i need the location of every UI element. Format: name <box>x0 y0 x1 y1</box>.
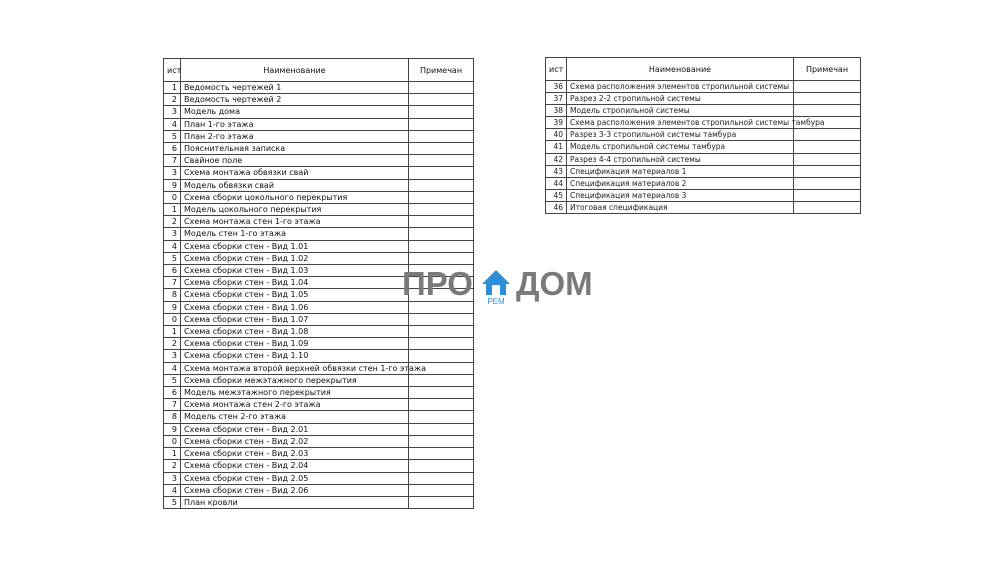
sheet-title-cell: Модель стропильной системы тамбура <box>567 141 794 153</box>
sheet-note-cell <box>794 201 861 213</box>
sheet-number-cell: 6 <box>164 387 181 399</box>
sheet-note-cell <box>409 326 474 338</box>
sheet-note-cell <box>409 374 474 386</box>
sheet-title-cell: Схема сборки стен - Вид 2.04 <box>181 460 409 472</box>
sheet-number-cell: 38 <box>546 105 567 117</box>
sheet-title-cell: Схема расположения элементов стропильной системы тамбура <box>567 117 794 129</box>
table-row <box>164 252 474 264</box>
sheet-number-cell: 5 <box>164 252 181 264</box>
sheet-number-cell: 4 <box>164 484 181 496</box>
sheet-title-cell: Схема сборки стен - Вид 1.03 <box>181 265 409 277</box>
logo-text-left: ПРО <box>402 265 473 302</box>
empty-cell <box>409 509 474 521</box>
logo-text-right: ДОМ <box>516 265 593 302</box>
table-row <box>164 155 474 167</box>
table-row-cut <box>164 509 474 521</box>
table-row <box>546 117 861 129</box>
sheet-note-cell <box>409 472 474 484</box>
sheet-title-cell: Схема сборки цокольного перекрытия <box>181 191 409 203</box>
sheet-title-cell: Модель межэтажного перекрытия <box>181 387 409 399</box>
sheet-title-cell: Схема сборки стен - Вид 2.03 <box>181 448 409 460</box>
sheet-title-cell: Схема сборки стен - Вид 2.05 <box>181 472 409 484</box>
sheet-title-cell: Схема сборки стен - Вид 1.06 <box>181 301 409 313</box>
sheet-number-cell: 5 <box>164 374 181 386</box>
table-row <box>546 105 861 117</box>
table-row <box>164 82 474 94</box>
sheet-number-cell: 46 <box>546 201 567 213</box>
sheet-number-cell: 7 <box>164 399 181 411</box>
sheet-number-cell: 39 <box>546 117 567 129</box>
sheet-note-cell <box>409 191 474 203</box>
table-row <box>546 165 861 177</box>
drawing-list-table-2 <box>545 57 861 214</box>
sheet-title-cell: Схема монтажа стен 1-го этажа <box>181 216 409 228</box>
sheet-number-cell: 1 <box>164 204 181 216</box>
table-row <box>546 129 861 141</box>
sheet-note-cell <box>409 399 474 411</box>
sheet-note-cell <box>409 228 474 240</box>
table-row <box>164 326 474 338</box>
sheet-number-cell: 9 <box>164 179 181 191</box>
sheet-title-cell: Схема сборки межэтажного перекрытия <box>181 374 409 386</box>
sheet-title-cell: Модель цокольного перекрытия <box>181 204 409 216</box>
sheet-number-cell: 9 <box>164 301 181 313</box>
table-row <box>164 143 474 155</box>
table-row <box>546 141 861 153</box>
header-title: Наименование <box>567 58 794 81</box>
table-row <box>164 435 474 447</box>
sheet-note-cell <box>409 448 474 460</box>
table-row <box>546 81 861 93</box>
sheet-note-cell <box>409 130 474 142</box>
table-row <box>164 496 474 508</box>
logo-subtext: РЕМ <box>487 297 505 306</box>
sheet-note-cell <box>409 167 474 179</box>
sheet-note-cell <box>409 204 474 216</box>
table-header-row <box>164 59 474 82</box>
sheet-note-cell <box>794 177 861 189</box>
sheet-title-cell: Схема монтажа второй верхней обвязки стен 1-го этажа <box>181 362 409 374</box>
sheet-note-cell <box>409 460 474 472</box>
sheet-number-cell: 41 <box>546 141 567 153</box>
table-row <box>164 94 474 106</box>
sheet-number-cell: 3 <box>164 228 181 240</box>
sheet-title-cell: Пояснительная записка <box>181 143 409 155</box>
sheet-number-cell: 37 <box>546 93 567 105</box>
sheet-title-cell: Свайное поле <box>181 155 409 167</box>
header-sheet-number: ист <box>164 59 181 82</box>
table-row <box>546 153 861 165</box>
table-row <box>164 399 474 411</box>
table-row <box>164 423 474 435</box>
drawing-list-sheet-2 <box>545 57 849 214</box>
sheet-title-cell: Схема сборки стен - Вид 1.02 <box>181 252 409 264</box>
sheet-title-cell: Модель стропильной системы <box>567 105 794 117</box>
table-row <box>546 201 861 213</box>
table-row <box>164 338 474 350</box>
sheet-title-cell: Схема сборки стен - Вид 1.04 <box>181 277 409 289</box>
sheet-number-cell: 8 <box>164 411 181 423</box>
sheet-note-cell <box>409 82 474 94</box>
sheet-title-cell: Спецификация материалов 2 <box>567 177 794 189</box>
table-row <box>164 460 474 472</box>
sheet-title-cell: Схема сборки стен - Вид 1.08 <box>181 326 409 338</box>
sheet-title-cell: Ведомость чертежей 2 <box>181 94 409 106</box>
table-row <box>164 191 474 203</box>
sheet-number-cell: 3 <box>164 167 181 179</box>
table-header-row <box>546 58 861 81</box>
table-row <box>164 374 474 386</box>
sheet-number-cell: 0 <box>164 435 181 447</box>
sheet-note-cell <box>409 496 474 508</box>
table-row <box>164 216 474 228</box>
sheet-number-cell: 4 <box>164 362 181 374</box>
sheet-title-cell: Схема сборки стен - Вид 1.10 <box>181 350 409 362</box>
sheet-title-cell: Схема монтажа стен 2-го этажа <box>181 399 409 411</box>
sheet-title-cell: Спецификация материалов 1 <box>567 165 794 177</box>
table-body <box>546 81 861 214</box>
sheet-title-cell: План 2-го этажа <box>181 130 409 142</box>
sheet-number-cell: 2 <box>164 216 181 228</box>
header-note: Примечан <box>794 58 861 81</box>
sheet-number-cell: 4 <box>164 118 181 130</box>
empty-cell <box>164 509 181 521</box>
sheet-number-cell: 5 <box>164 130 181 142</box>
sheet-number-cell: 3 <box>164 350 181 362</box>
sheet-title-cell: Модель стен 2-го этажа <box>181 411 409 423</box>
sheet-number-cell: 45 <box>546 189 567 201</box>
sheet-title-cell: Схема сборки стен - Вид 2.02 <box>181 435 409 447</box>
sheet-number-cell: 36 <box>546 81 567 93</box>
sheet-title-cell: Модель обвязки свай <box>181 179 409 191</box>
table-row <box>164 411 474 423</box>
sheet-title-cell: Схема сборки стен - Вид 2.01 <box>181 423 409 435</box>
sheet-number-cell: 4 <box>164 240 181 252</box>
sheet-title-cell: План кровли <box>181 496 409 508</box>
sheet-note-cell <box>409 484 474 496</box>
sheet-note-cell <box>409 387 474 399</box>
sheet-note-cell <box>409 143 474 155</box>
sheet-number-cell: 8 <box>164 289 181 301</box>
sheet-note-cell <box>794 189 861 201</box>
sheet-title-cell: Итоговая спецификация <box>567 201 794 213</box>
table-row <box>164 228 474 240</box>
sheet-note-cell <box>409 155 474 167</box>
sheet-note-cell <box>409 423 474 435</box>
sheet-title-cell: Модель дома <box>181 106 409 118</box>
sheet-title-cell: Схема сборки стен - Вид 1.07 <box>181 313 409 325</box>
sheet-number-cell: 44 <box>546 177 567 189</box>
sheet-note-cell <box>409 252 474 264</box>
sheet-number-cell: 43 <box>546 165 567 177</box>
sheet-number-cell: 1 <box>164 448 181 460</box>
table-row <box>164 362 474 374</box>
table-row <box>164 240 474 252</box>
table-row <box>164 350 474 362</box>
sheet-title-cell: Схема сборки стен - Вид 1.05 <box>181 289 409 301</box>
table-row <box>164 179 474 191</box>
sheet-title-cell: Схема расположения элементов стропильной системы <box>567 81 794 93</box>
sheet-note-cell <box>409 106 474 118</box>
empty-cell <box>181 509 409 521</box>
sheet-title-cell: Схема сборки стен - Вид 1.01 <box>181 240 409 252</box>
sheet-note-cell <box>409 179 474 191</box>
sheet-number-cell: 0 <box>164 191 181 203</box>
sheet-title-cell: Схема монтажа обвязки свай <box>181 167 409 179</box>
table-row <box>546 177 861 189</box>
sheet-note-cell <box>409 94 474 106</box>
sheet-number-cell: 9 <box>164 423 181 435</box>
sheet-title-cell: Спецификация материалов 3 <box>567 189 794 201</box>
sheet-number-cell: 0 <box>164 313 181 325</box>
sheet-title-cell: Разрез 3-3 стропильной системы тамбура <box>567 129 794 141</box>
prodom-logo <box>402 264 602 304</box>
sheet-number-cell: 42 <box>546 153 567 165</box>
table-row <box>164 118 474 130</box>
sheet-number-cell: 5 <box>164 496 181 508</box>
sheet-title-cell: План 1-го этажа <box>181 118 409 130</box>
header-sheet-number: ист <box>546 58 567 81</box>
sheet-title-cell: Модель стен 1-го этажа <box>181 228 409 240</box>
sheet-title-cell: Схема сборки стен - Вид 1.09 <box>181 338 409 350</box>
table-row <box>164 313 474 325</box>
table-row <box>164 204 474 216</box>
sheet-number-cell: 3 <box>164 106 181 118</box>
sheet-note-cell <box>794 93 861 105</box>
sheet-title-cell: Разрез 2-2 стропильной системы <box>567 93 794 105</box>
table-row <box>164 484 474 496</box>
sheet-note-cell <box>409 411 474 423</box>
sheet-number-cell: 3 <box>164 472 181 484</box>
table-row <box>546 189 861 201</box>
table-row <box>164 130 474 142</box>
sheet-number-cell: 2 <box>164 338 181 350</box>
sheet-number-cell: 40 <box>546 129 567 141</box>
sheet-note-cell <box>409 313 474 325</box>
house-icon <box>482 270 510 295</box>
sheet-title-cell: Разрез 4-4 стропильной системы <box>567 153 794 165</box>
sheet-note-cell <box>794 129 861 141</box>
header-title: Наименование <box>181 59 409 82</box>
sheet-number-cell: 2 <box>164 94 181 106</box>
sheet-note-cell <box>794 105 861 117</box>
sheet-number-cell: 7 <box>164 155 181 167</box>
sheet-note-cell <box>409 216 474 228</box>
sheet-title-cell: Схема сборки стен - Вид 2.06 <box>181 484 409 496</box>
sheet-note-cell <box>794 141 861 153</box>
table-row <box>546 93 861 105</box>
sheet-note-cell <box>409 435 474 447</box>
sheet-number-cell: 6 <box>164 143 181 155</box>
sheet-note-cell <box>409 338 474 350</box>
table-row <box>164 167 474 179</box>
sheet-number-cell: 7 <box>164 277 181 289</box>
sheet-number-cell: 1 <box>164 82 181 94</box>
sheet-note-cell <box>794 165 861 177</box>
table-row <box>164 387 474 399</box>
sheet-note-cell <box>794 81 861 93</box>
sheet-number-cell: 1 <box>164 326 181 338</box>
sheet-number-cell: 6 <box>164 265 181 277</box>
sheet-title-cell: Ведомость чертежей 1 <box>181 82 409 94</box>
sheet-note-cell <box>409 118 474 130</box>
header-note: Примечан <box>409 59 474 82</box>
table-row <box>164 448 474 460</box>
sheet-number-cell: 2 <box>164 460 181 472</box>
sheet-note-cell <box>794 153 861 165</box>
table-row <box>164 106 474 118</box>
table-row <box>164 472 474 484</box>
sheet-note-cell <box>409 240 474 252</box>
sheet-note-cell <box>409 350 474 362</box>
